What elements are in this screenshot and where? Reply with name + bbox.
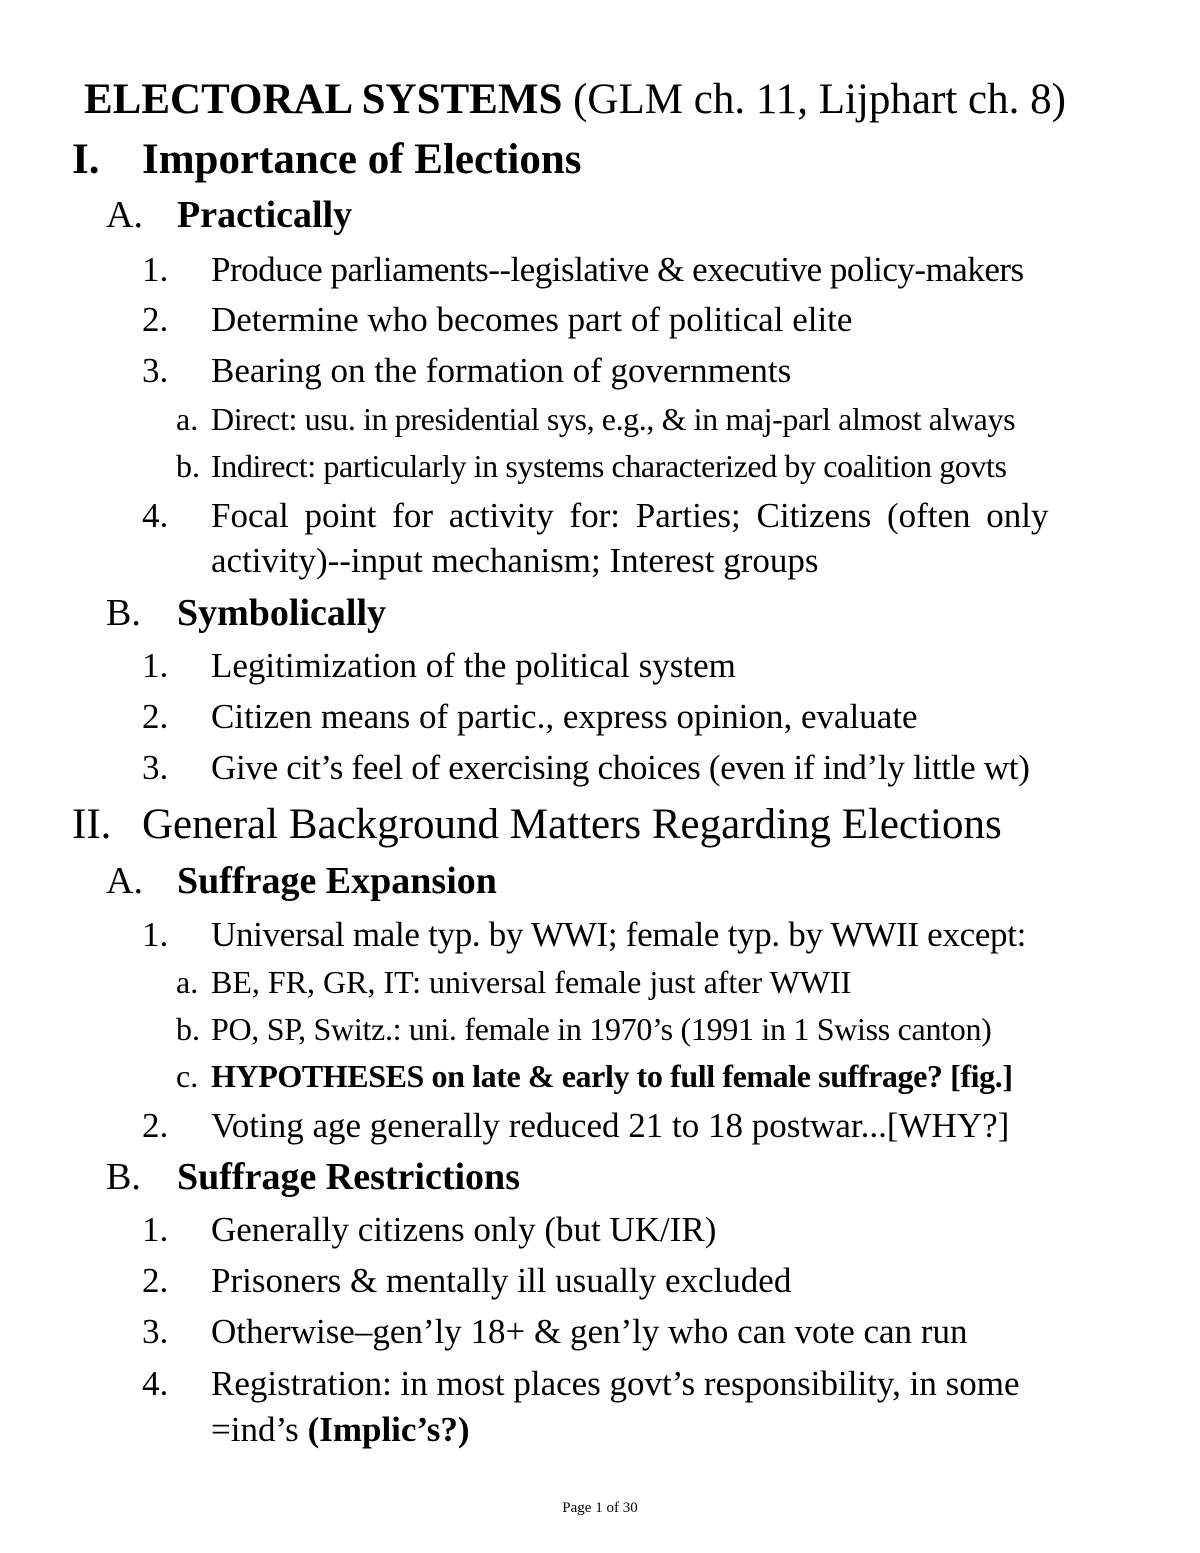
section-title-I: Importance of Elections — [142, 136, 582, 183]
list-number: 4. — [142, 496, 169, 535]
list-item: Determine who becomes part of political elite — [211, 300, 853, 339]
list-number: 2. — [142, 300, 169, 339]
list-number: 2. — [142, 1261, 169, 1300]
subsection-letter: B. — [106, 592, 141, 634]
sub-list-letter: c. — [176, 1058, 199, 1094]
list-item: Registration: in most places govt’s responsibility, in some — [211, 1364, 1020, 1403]
list-number: 2. — [142, 697, 169, 736]
subsection-title-symbolically: Symbolically — [177, 592, 387, 634]
list-number: 1. — [142, 915, 169, 954]
subsection-letter: A. — [106, 860, 143, 902]
list-item: Otherwise–gen’ly 18+ & gen’ly who can vote can run — [211, 1312, 968, 1351]
sub-list-letter: b. — [176, 1011, 200, 1047]
list-item: Focal point for activity for: Parties; Citizens (often only — [211, 496, 1049, 535]
list-item: Universal male typ. by WWI; female typ. by WWII except: — [211, 915, 1027, 954]
list-item: Give cit’s feel of exercising choices (even if ind’ly little wt) — [211, 748, 1030, 787]
sub-list-letter: a. — [176, 401, 199, 437]
section-heading-II: II. — [72, 801, 112, 848]
list-number: 1. — [142, 1210, 169, 1249]
list-number: 3. — [142, 748, 169, 787]
sub-list-item: Direct: usu. in presidential sys, e.g., & in maj-parl almost always — [211, 401, 1016, 437]
list-item-continuation: =ind’s (Implic’s?) — [211, 1410, 470, 1449]
list-number: 4. — [142, 1364, 169, 1403]
subsection-title-suffrage-expansion: Suffrage Expansion — [177, 860, 497, 902]
sub-list-item: BE, FR, GR, IT: universal female just after WWII — [211, 964, 852, 1000]
page-footer: Page 1 of 30 — [562, 1500, 638, 1516]
list-item: Produce parliaments--legislative & executive policy-makers — [211, 250, 1024, 289]
list-number: 3. — [142, 1312, 169, 1351]
subsection-letter: A. — [106, 194, 143, 236]
sub-list-item: Indirect: particularly in systems characterized by coalition govts — [211, 448, 1007, 484]
section-heading-I: I. — [72, 136, 100, 183]
subsection-title-practically: Practically — [177, 194, 353, 236]
list-item: Citizen means of partic., express opinion, evaluate — [211, 697, 918, 736]
list-number: 2. — [142, 1106, 169, 1145]
sub-list-item-hypotheses: HYPOTHESES on late & early to full female suffrage? [fig.] — [211, 1058, 1013, 1094]
sub-list-item: PO, SP, Switz.: uni. female in 1970’s (1991 in 1 Swiss canton) — [211, 1011, 992, 1047]
list-item-continuation: activity)--input mechanism; Interest groups — [211, 541, 819, 580]
list-number: 1. — [142, 250, 169, 289]
subsection-title-suffrage-restrictions: Suffrage Restrictions — [177, 1156, 520, 1198]
list-number: 1. — [142, 646, 169, 685]
sub-list-letter: a. — [176, 964, 199, 1000]
section-title-II: General Background Matters Regarding Elections — [142, 801, 1002, 848]
list-item: Bearing on the formation of governments — [211, 351, 792, 390]
subsection-letter: B. — [106, 1156, 141, 1198]
list-item: Prisoners & mentally ill usually excluded — [211, 1261, 792, 1300]
list-item: Voting age generally reduced 21 to 18 postwar...[WHY?] — [211, 1106, 1010, 1145]
document-title: ELECTORAL SYSTEMS (GLM ch. 11, Lijphart ch. 8) — [84, 76, 1066, 123]
list-item: Generally citizens only (but UK/IR) — [211, 1210, 717, 1249]
list-number: 3. — [142, 351, 169, 390]
sub-list-letter: b. — [176, 448, 200, 484]
list-item: Legitimization of the political system — [211, 646, 736, 685]
